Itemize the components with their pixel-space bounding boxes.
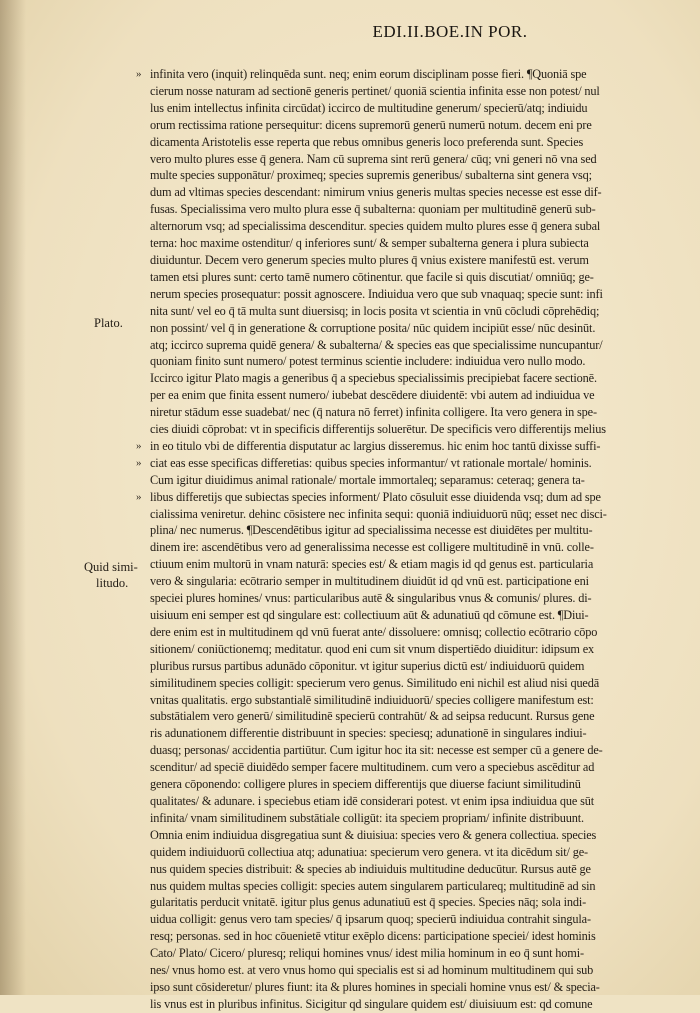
- text-line: niretur stādum esse suadebat/ nec (q̄ natura nō ferret) infinita colligere. Ita vero genera in spe-: [150, 405, 597, 420]
- text-line: gularitatis perducit vnitatē. igitur plus genus adunatiuū est q̄ species. Species nāq; sola indi-: [150, 895, 587, 910]
- sidenote-plato: Plato.: [94, 316, 123, 330]
- text-line: lus enim intellectus infinita circūdat) iccirco de multitudine generum/ specierū/atq; indiuidu: [150, 100, 588, 115]
- sidenote-quid-similitudo-1: Quid simi-: [84, 560, 138, 574]
- text-line: scenditur/ ad speciē diuidēdo semper facere multitudinem. cum vero a speciebus ascēditur ad: [150, 760, 595, 775]
- quotation-marker: »: [136, 440, 142, 452]
- text-line: ipso sunt cōsideretur/ plures fiunt: ita & plures homines in speciali homine vnus est/ & specia-: [150, 979, 600, 994]
- text-line: Omnia enim indiuidua disgregatiua sunt & diuisiua: species vero & genera collectiua. species: [150, 827, 597, 842]
- text-line: cialissima veniretur. dehinc cōsistere nec infinita sequi: quoniā indiuiduorū nūq; esset nec disci-: [150, 506, 607, 521]
- text-line: ctiuum enim multorū in vnam naturā: species est/ & etiam magis id qd genus est. particularia: [150, 557, 594, 572]
- text-column: [150, 66, 656, 1013]
- gutter-shadow: [0, 0, 26, 995]
- text-line: sitionem/ coniūctionemq; meditatur. quod eni cum sit vnum dispertiēdo diuiditur: idipsum ex: [150, 641, 595, 656]
- text-line: alternorum vsq; ad specialissima descenditur. species quidem multo plures esse q̄ genera subal: [150, 219, 601, 234]
- quotation-marker: »: [136, 68, 142, 80]
- text-line: Cum igitur diuidimus animal rationale/ mortale immortaleq; separamus: ceteraq; genera ta-: [150, 472, 585, 487]
- text-line: similitudinem species colligit: specierum vero genus. Similitudo eni nichil est aliud nisi quedā: [150, 675, 600, 690]
- text-line: quidem indiuiduorū collectiua atq; adunatiua: specierum vero genera. vt ita dicēdum sit/ ge-: [150, 844, 588, 859]
- text-line: dinem ire: ascendētibus vero ad generalissima necesse est colligere multitudinē in vnū. colle-: [150, 540, 594, 555]
- text-line: fusas. Specialissima vero multo plura esse q̄ subalterna: quoniam per multitudinē generū sub-: [150, 202, 596, 217]
- text-line: multe species supponātur/ proximeq; species supremis generibus/ subalterna sint genera vsq;: [150, 168, 592, 183]
- text-line: vero & singularia: ecōtrario semper in multitudinem diuidūt id qd vnū est. participatione eni: [150, 574, 589, 589]
- running-head: EDI.II.BOE.IN POR.: [372, 22, 528, 41]
- text-line: non possint/ vel q̄ in generatione & corruptione posita/ nūc quidem incipiūt esse/ nūc desinūt.: [150, 320, 596, 335]
- text-line: Cato/ Plato/ Cicero/ pluresq; reliqui homines vnus/ idest milia hominum in eo q̄ sunt homi-: [150, 946, 584, 961]
- text-line: lis vnus est in pluribus infinitus. Sicigitur qd singulare quidem est/ diuisiuum est: qd comune: [150, 996, 593, 1011]
- sidenote-quid-similitudo-2: litudo.: [96, 576, 129, 590]
- text-line: duasq; personas/ accidentia partiūtur. Cum igitur hoc ita sit: necesse est semper cū a genere de-: [150, 743, 603, 758]
- text-line: qualitates/ & adunare. i speciebus etiam idē considerari potest. vt enim ipsa indiuidua que sūt: [150, 793, 595, 808]
- text-line: resq; personas. sed in hoc cōuenietē vtitur exēplo dicens: participatione speciei/ idest hominis: [150, 929, 596, 944]
- text-line: uidua colligit: genus vero tam species/ q̄ ipsarum quoq; specierū indiuidua contrahit singula-: [150, 912, 591, 927]
- text-line: dum ad vltimas species descendant: nimirum vnius generis multas species necesse est esse dif-: [150, 185, 602, 200]
- text-line: nus quidem multas species colligit: species autem singularem particulareq; multitudinē ad sin: [150, 878, 596, 893]
- text-line: pluribus rursus partibus adunādo cōponitur. vt igitur superius dictū est/ indiuiduorū quidem: [150, 658, 585, 673]
- text-line: substātialem vero generū/ similitudinē specierū contrahūt/ & ad seipsa reducunt. Rursus gene: [150, 709, 595, 724]
- text-line: cierum nosse naturam ad sectionē generis pertinet/ quoniā scientia infinita esse non potest/ nul: [150, 83, 600, 98]
- text-line: speciei plures homines/ vnus: particularibus autē & singularibus vnus & comunis/ plures. di-: [150, 591, 592, 606]
- text-line: per ea enim que finita essent numero/ iubebat descēdere diuidentē: vbi autem ad indiuidua ve: [150, 388, 595, 403]
- text-line: dere enim est in multitudinem qd vnū fuerat ante/ dissoluere: omnisq; collectio ecōtrario cōpo: [150, 624, 598, 639]
- text-line: in eo titulo vbi de differentia disputatur ac largius disseremus. hic enim hoc tantū dixisse suffi-: [150, 438, 601, 453]
- text-line: nes/ vnus homo est. at vero vnus homo qui specialis est si ad hominum multitudinem qui sub: [150, 963, 594, 978]
- quotation-marker: »: [136, 491, 142, 503]
- text-line: nerum species prosequatur: possit agnoscere. Indiuidua vero que sub vnaquaq; specie sunt: infi: [150, 286, 603, 301]
- text-line: dicamenta Aristotelis esse reperta que rebus omnibus generis loco preferenda sunt. Species: [150, 134, 584, 149]
- text-line: libus differetijs que subiectas species informent/ Plato cōsuluit esse diuidenda vsq; dum ad spe: [150, 489, 601, 504]
- text-line: uisiuum eni semper est qd singulare est: collectiuum aūt & adunatiuū qd cōmune est. ¶Diui-: [150, 608, 589, 622]
- text-line: Iccirco igitur Plato magis a generibus q̄ a speciebus specialissimis precipiebat facere sectionē.: [150, 371, 597, 386]
- text-line: vnitas qualitatis. ergo substantialē similitudinē indiuiduorū/ species colligere manifestum est:: [150, 692, 594, 707]
- text-line: diuiduntur. Decem vero generum species multo plures q̄ vnius existere manifestū est. verum: [150, 252, 589, 267]
- text-line: ciat eas esse specificas differetias: quibus species informantur/ vt rationale mortale/ hominis.: [150, 455, 592, 470]
- text-line: ris adunationem differentie distribuunt in species: speciesq; adunationē in singulares indiui-: [150, 726, 587, 741]
- text-line: nus quidem species distribuit: & species ab indiuiduis multitudine deducūtur. Rursus autē ge: [150, 861, 591, 876]
- text-line: genera cōponendo: colligere plures in speciem differentijs que diuerse faciunt similitudinū: [150, 777, 581, 792]
- text-line: nita sunt/ vel eo q̄ tā multa sunt diuersisq; in locis posita vt scientia in vnū cōcludi cōprehēdiq;: [150, 303, 600, 318]
- text-line: terna: hoc maxime ostenditur/ q inferiores sunt/ & semper subalterna genera i plura subiecta: [150, 236, 589, 251]
- text-line: vero multo plures esse q̄ genera. Nam cū suprema sint rerū genera/ cūq; vni generi nō vna sed: [150, 151, 597, 166]
- text-line: infinita/ vnam similitudinem substātiale colligūt: ita speciem propriam/ infinite distribuunt.: [150, 810, 584, 825]
- text-line: quoniam finito sunt numero/ potest terminus scientie includere: indiuidua vero nullo modo.: [150, 354, 586, 369]
- quotation-marker: »: [136, 457, 142, 469]
- text-line: cies diuidi cōprobat: vt in specificis differentijs soluerētur. De specificis vero differentijs melius: [150, 422, 606, 437]
- text-line: tamen etsi plures sunt: certo tamē numero cōtinentur. que facile si quis discutiat/ omniūq; ge-: [150, 269, 594, 284]
- text-line: plina/ nec numerus. ¶Descendētibus igitur ad specialissima necesse est diuidētes per multitu-: [150, 523, 593, 538]
- text-line: infinita vero (inquit) relinquēda sunt. neq; enim eorum disciplinam posse fieri. ¶Quoniā spe: [150, 67, 587, 81]
- text-line: atq; iccirco suprema quidē genera/ & subalterna/ & species eas que specialissime nuncupantur/: [150, 337, 603, 352]
- text-line: orum rectissima ratione persequitur: dicens supremorū generū numerū notum. decem eni pre: [150, 117, 592, 132]
